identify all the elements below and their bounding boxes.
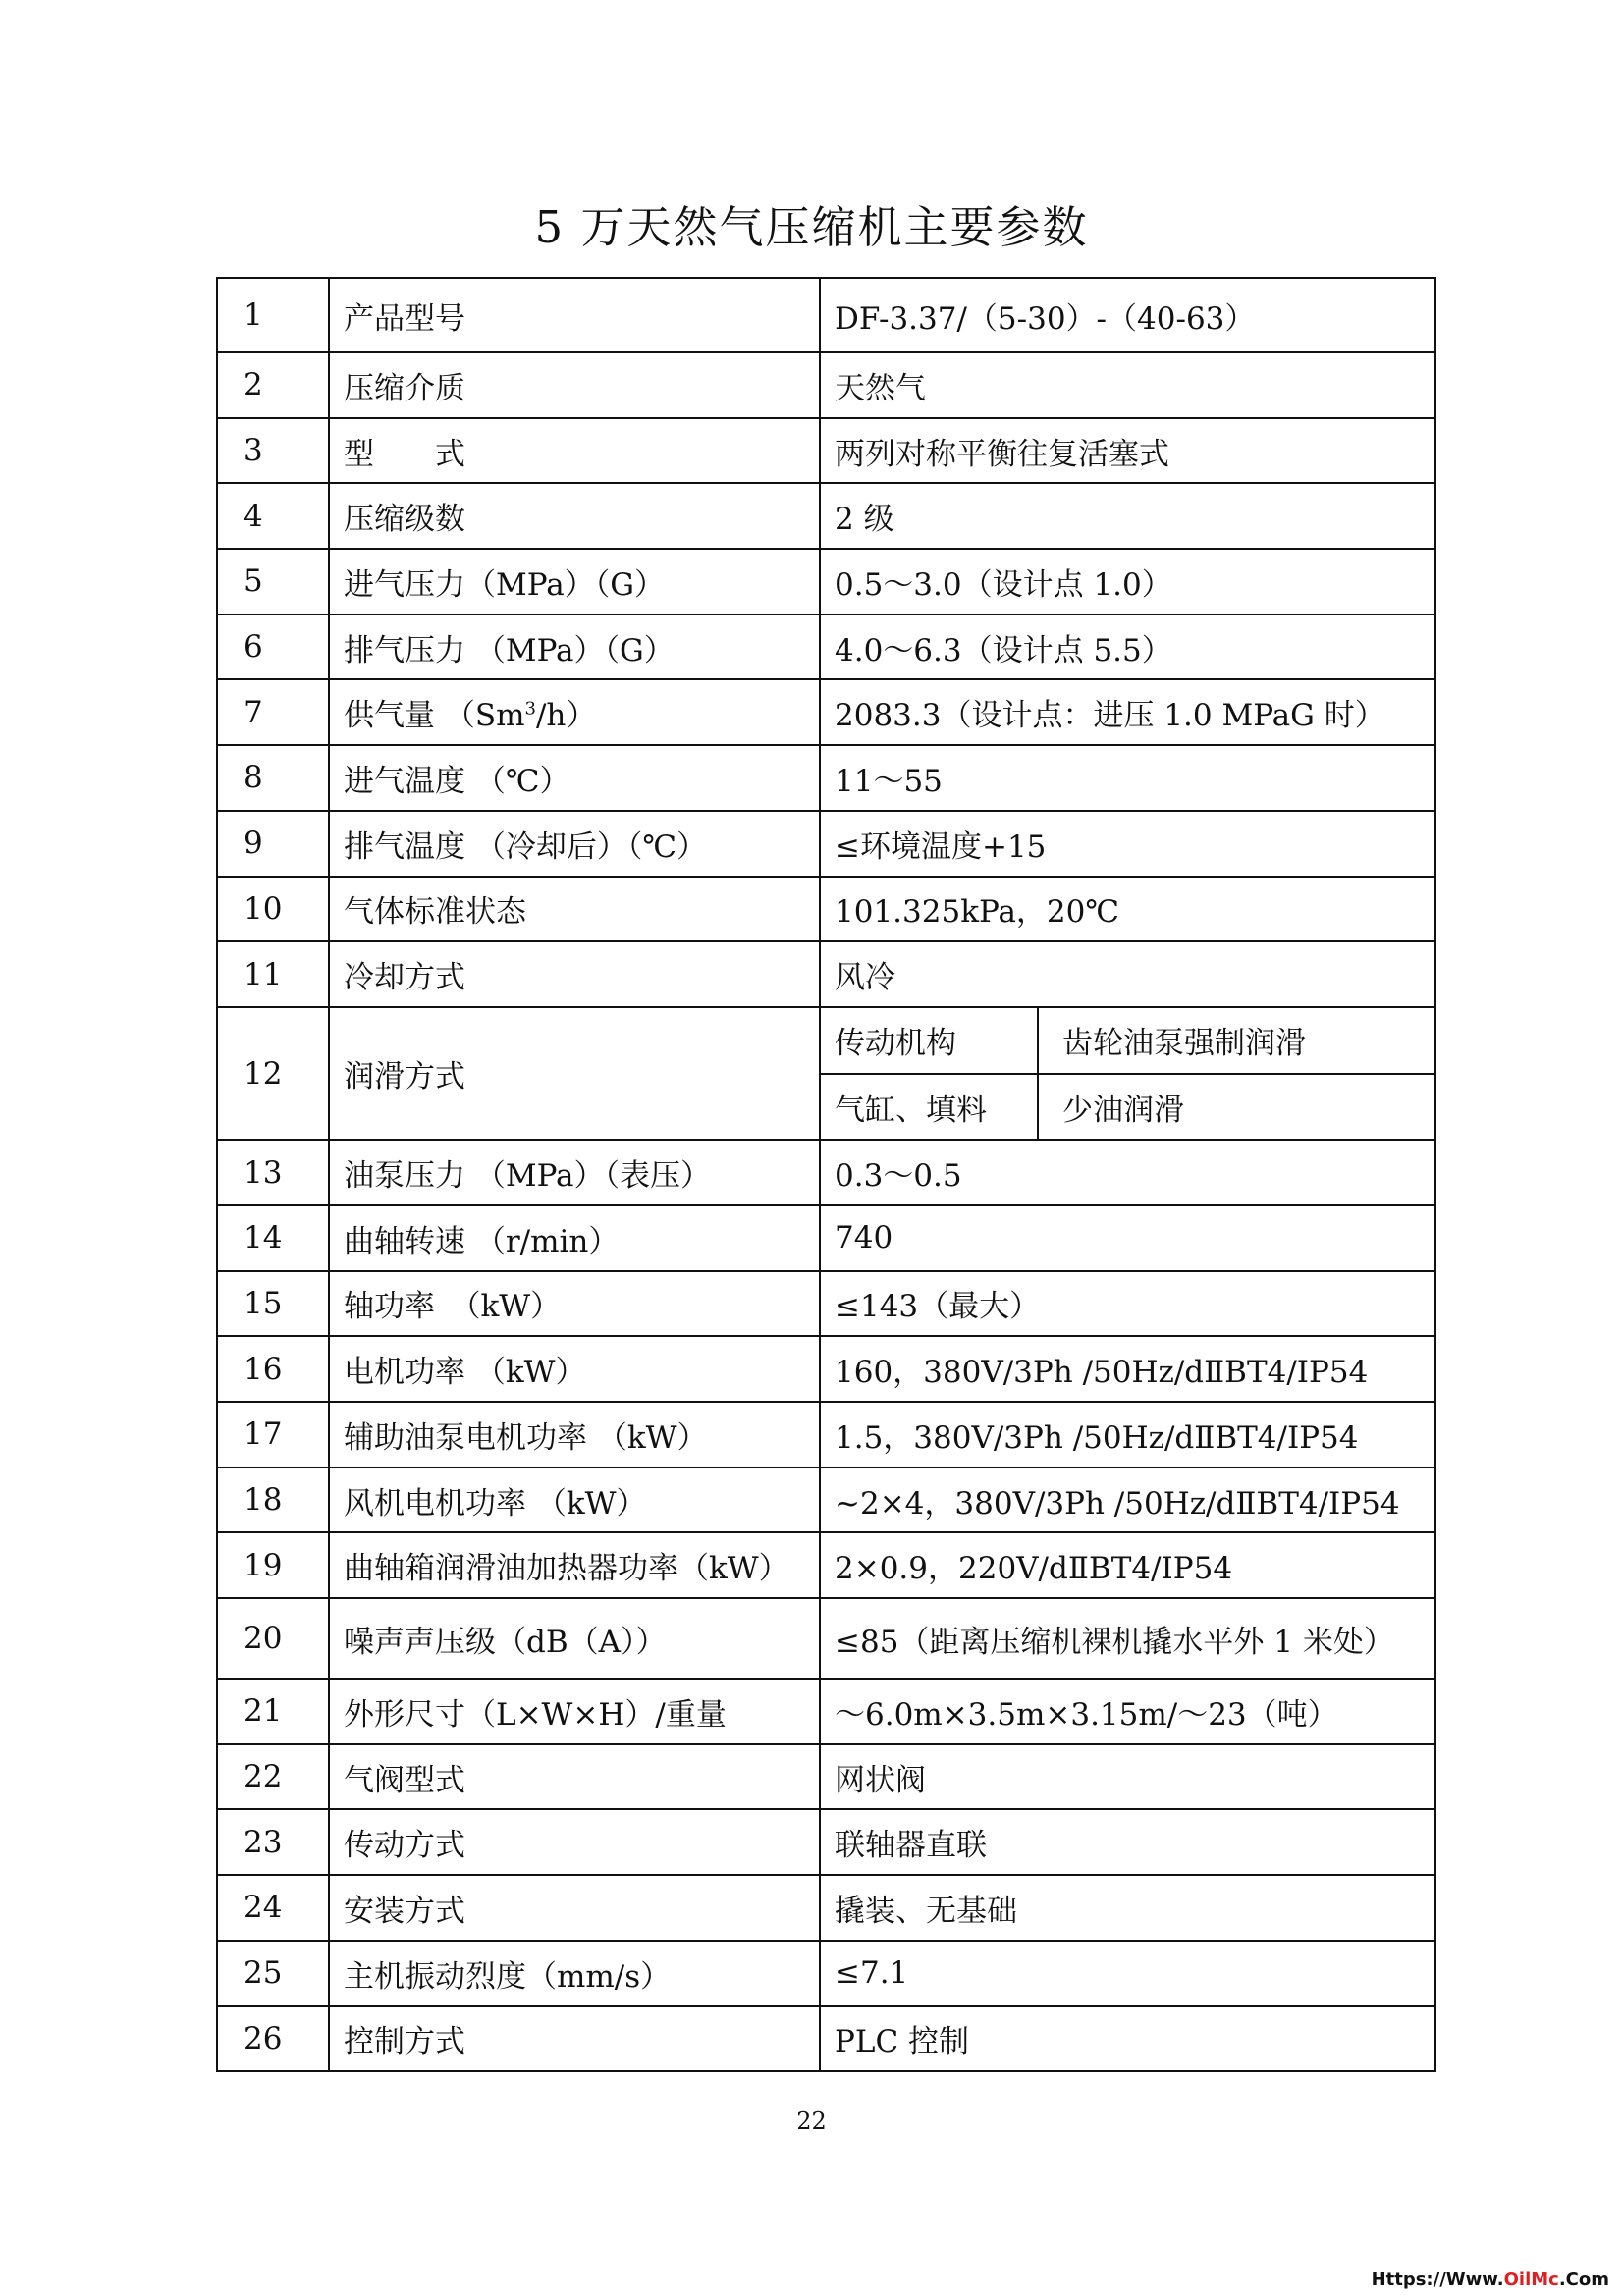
table-row	[217, 483, 1435, 549]
row-number: 16	[217, 1336, 329, 1402]
row-number: 8	[217, 745, 329, 811]
parameter-name: 压缩介质	[329, 352, 820, 418]
table-row	[217, 549, 1435, 614]
parameter-value: 4.0～6.3（设计点 5.5）	[820, 614, 1435, 680]
subtable-row	[821, 1008, 1434, 1074]
parameter-name: 曲轴转速 （r/min）	[329, 1205, 820, 1271]
row-number: 17	[217, 1402, 329, 1468]
parameter-name: 压缩级数	[329, 483, 820, 549]
table-row	[217, 418, 1435, 484]
table-row	[217, 2006, 1435, 2072]
row-number: 19	[217, 1532, 329, 1598]
row-number: 11	[217, 941, 329, 1007]
parameter-value: 天然气	[820, 352, 1435, 418]
table-row	[217, 1598, 1435, 1679]
parameter-name: 传动方式	[329, 1809, 820, 1875]
parameter-value: ≤85（距离压缩机裸机撬水平外 1 米处）	[820, 1598, 1435, 1679]
row-number: 4	[217, 483, 329, 549]
parameter-value: 2 级	[820, 483, 1435, 549]
parameter-name: 安装方式	[329, 1875, 820, 1941]
row-number: 12	[217, 1007, 329, 1140]
row-number: 14	[217, 1205, 329, 1271]
parameter-value: ≤143（最大）	[820, 1271, 1435, 1337]
parameter-name-unit: /h）	[535, 698, 597, 734]
document-title: 5 万天然气压缩机主要参数	[534, 201, 1089, 253]
parameter-name: 辅助油泵电机功率 （kW）	[329, 1402, 820, 1468]
row-number: 21	[217, 1679, 329, 1744]
lubrication-subtable-cell	[820, 1007, 1435, 1140]
parameter-value: 联轴器直联	[820, 1809, 1435, 1875]
parameter-name: 轴功率 （kW）	[329, 1271, 820, 1337]
parameter-name: 外形尺寸（L×W×H）/重量	[329, 1679, 820, 1744]
parameter-value: ≤环境温度+15	[820, 811, 1435, 877]
table-row	[217, 811, 1435, 877]
row-number: 1	[217, 278, 329, 352]
watermark-url[interactable]	[1372, 2269, 1609, 2290]
parameter-value: 0.5～3.0（设计点 1.0）	[820, 549, 1435, 614]
table-row	[217, 1402, 1435, 1468]
row-number: 10	[217, 877, 329, 942]
row-number: 3	[217, 418, 329, 484]
parameter-name: 噪声声压级（dB（A））	[329, 1598, 820, 1679]
parameter-name: 型 式	[329, 418, 820, 484]
lubrication-part: 气缸、填料	[821, 1074, 1038, 1140]
watermark-suffix: .Com	[1558, 2269, 1609, 2290]
row-number: 13	[217, 1140, 329, 1205]
table-row	[217, 679, 1435, 745]
row-number: 5	[217, 549, 329, 614]
parameter-value: 两列对称平衡往复活塞式	[820, 418, 1435, 484]
watermark-highlight: OilMc	[1503, 2269, 1559, 2290]
parameter-name: 产品型号	[329, 278, 820, 352]
subtable-row	[821, 1074, 1434, 1140]
table-row	[217, 1205, 1435, 1271]
parameter-value: PLC 控制	[820, 2006, 1435, 2072]
parameter-name: 曲轴箱润滑油加热器功率（kW）	[329, 1532, 820, 1598]
lubrication-subtable	[821, 1008, 1434, 1139]
parameter-name: 冷却方式	[329, 941, 820, 1007]
table-row	[217, 1468, 1435, 1533]
parameter-value: 740	[820, 1205, 1435, 1271]
parameter-value: 2×0.9，220V/dⅡBT4/IP54	[820, 1532, 1435, 1598]
table-row	[217, 941, 1435, 1007]
table-row	[217, 1679, 1435, 1744]
row-number: 20	[217, 1598, 329, 1679]
table-row	[217, 1271, 1435, 1337]
parameter-name: 润滑方式	[329, 1007, 820, 1140]
lubrication-part: 传动机构	[821, 1008, 1038, 1074]
parameter-name: 排气温度 （冷却后）（℃）	[329, 811, 820, 877]
table-row	[217, 1809, 1435, 1875]
table-row	[217, 1941, 1435, 2006]
parameter-value: 风冷	[820, 941, 1435, 1007]
parameter-value: 1.5，380V/3Ph /50Hz/dⅡBT4/IP54	[820, 1402, 1435, 1468]
table-row	[217, 1532, 1435, 1598]
parameter-value: DF-3.37/（5-30）-（40-63）	[820, 278, 1435, 352]
table-row	[217, 1875, 1435, 1941]
row-number: 22	[217, 1744, 329, 1810]
lubrication-method: 少油润滑	[1062, 1092, 1184, 1128]
table-row	[217, 1007, 1435, 1140]
row-number: 7	[217, 679, 329, 745]
parameter-value: 160，380V/3Ph /50Hz/dⅡBT4/IP54	[820, 1336, 1435, 1402]
row-number: 25	[217, 1941, 329, 2006]
parameter-name: 油泵压力 （MPa）（表压）	[329, 1140, 820, 1205]
parameter-name: 气阀型式	[329, 1744, 820, 1810]
parameter-value: ~2×4，380V/3Ph /50Hz/dⅡBT4/IP54	[820, 1468, 1435, 1533]
parameter-value: 撬装、无基础	[820, 1875, 1435, 1941]
row-number: 9	[217, 811, 329, 877]
parameter-table	[216, 277, 1436, 2072]
parameter-name: 进气压力（MPa）（G）	[329, 549, 820, 614]
parameter-value: ～6.0m×3.5m×3.15m/～23（吨）	[820, 1679, 1435, 1744]
row-number: 23	[217, 1809, 329, 1875]
parameter-name: 风机电机功率 （kW）	[329, 1468, 820, 1533]
table-row	[217, 352, 1435, 418]
parameter-name: 进气温度 （℃）	[329, 745, 820, 811]
lubrication-method: 齿轮油泵强制润滑	[1038, 1008, 1434, 1074]
table-row	[217, 1336, 1435, 1402]
parameter-name: 排气压力 （MPa）（G）	[329, 614, 820, 680]
parameter-name	[329, 679, 820, 745]
parameter-value: 0.3～0.5	[820, 1140, 1435, 1205]
parameter-name-text: 供气量 （Sm	[344, 698, 525, 734]
parameter-value: 101.325kPa，20℃	[820, 877, 1435, 942]
table-row	[217, 278, 1435, 352]
row-number: 26	[217, 2006, 329, 2072]
superscript: 3	[524, 698, 536, 720]
parameter-name: 控制方式	[329, 2006, 820, 2072]
parameter-value: ≤7.1	[820, 1941, 1435, 2006]
row-number: 15	[217, 1271, 329, 1337]
row-number: 18	[217, 1468, 329, 1533]
parameter-name: 主机振动烈度（mm/s）	[329, 1941, 820, 2006]
parameter-name: 气体标准状态	[329, 877, 820, 942]
parameter-value: 11～55	[820, 745, 1435, 811]
row-number: 24	[217, 1875, 329, 1941]
page-number: 22	[796, 2108, 827, 2135]
table-row	[217, 1140, 1435, 1205]
row-number: 6	[217, 614, 329, 680]
table-row	[217, 745, 1435, 811]
parameter-name: 电机功率 （kW）	[329, 1336, 820, 1402]
watermark-prefix: Https://Www.	[1371, 2269, 1504, 2290]
table-row	[217, 877, 1435, 942]
table-row	[217, 1744, 1435, 1810]
parameter-value: 网状阀	[820, 1744, 1435, 1810]
table-row	[217, 614, 1435, 680]
row-number: 2	[217, 352, 329, 418]
parameter-value: 2083.3（设计点：进压 1.0 MPaG 时）	[820, 679, 1435, 745]
